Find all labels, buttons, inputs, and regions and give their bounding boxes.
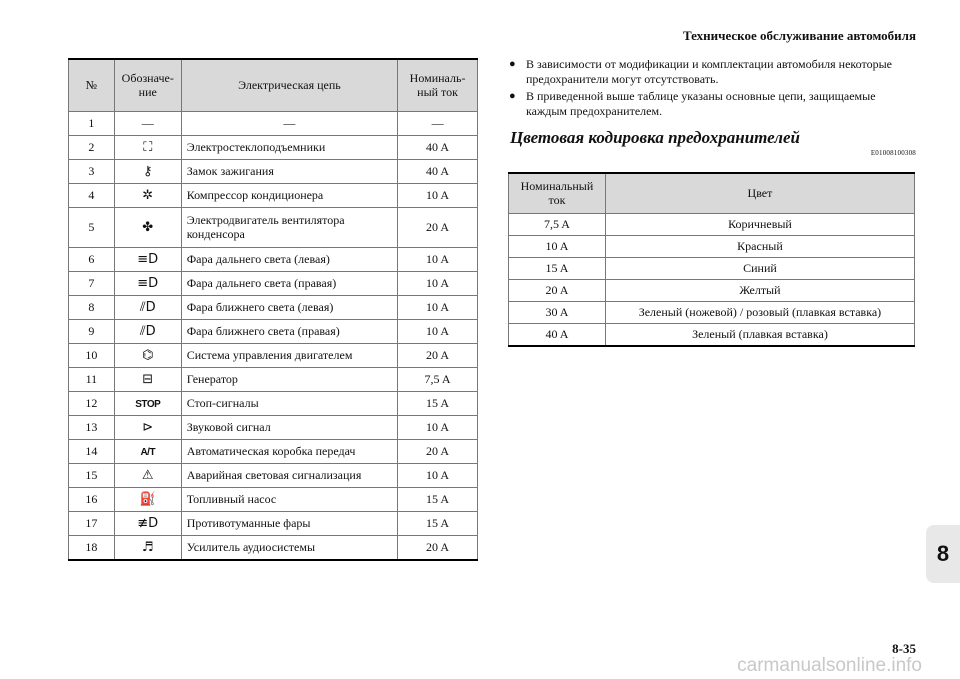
color-table-header-row (509, 173, 915, 214)
fuse-circuit: — (181, 112, 397, 136)
fuse-rating: 20 A (398, 344, 478, 368)
color-header-rating: Номинальный ток (509, 173, 606, 214)
table-row (509, 324, 915, 347)
table-row (69, 488, 478, 512)
air-conditioner-icon: ✲ (142, 188, 154, 203)
color-name: Красный (605, 236, 914, 258)
fuse-table-body (69, 112, 478, 561)
color-table-body (509, 214, 915, 347)
automatic-transmission-icon: A/T (140, 447, 156, 458)
fuse-circuit: Генератор (181, 368, 397, 392)
page-header-title: Техническое обслуживание автомобиля (682, 28, 916, 43)
power-window-icon: ⛶ (143, 140, 153, 155)
fuse-circuit: Фара ближнего света (правая) (181, 320, 397, 344)
table-row (69, 392, 478, 416)
note-text: В зависимости от модификации и комплектации автомобиля некоторые предохранители могут отсутствовать. (526, 57, 892, 86)
table-row (69, 208, 478, 248)
fuse-circuit: Топливный насос (181, 488, 397, 512)
fuse-symbol-cell (114, 512, 181, 536)
watermark: carmanualsonline.info (737, 655, 922, 676)
fuse-circuit: Фара дальнего света (левая) (181, 248, 397, 272)
page-number: 8-35 (892, 641, 916, 656)
table-row (69, 184, 478, 208)
table-row (509, 280, 915, 302)
high-beam-icon: ≡D (137, 276, 159, 291)
color-rating: 10 A (509, 236, 606, 258)
note-text: В приведенной выше таблице указаны основные цепи, защищаемые каждым предохранителем. (526, 89, 876, 118)
color-rating: 15 A (509, 258, 606, 280)
color-rating: 30 A (509, 302, 606, 324)
fan-icon: ✤ (142, 220, 154, 235)
fuse-number: 2 (69, 136, 115, 160)
note-item (508, 89, 918, 119)
notes-list (508, 57, 918, 121)
fuse-rating: 40 A (398, 136, 478, 160)
high-beam-icon: ≡D (137, 252, 159, 267)
note-item (508, 57, 918, 87)
fuse-header-num: № (69, 59, 115, 112)
fuse-circuit: Звуковой сигнал (181, 416, 397, 440)
color-name: Синий (605, 258, 914, 280)
fuse-number: 9 (69, 320, 115, 344)
fuse-symbol-cell (114, 136, 181, 160)
fuse-rating: 15 A (398, 512, 478, 536)
fuse-symbol-cell (114, 440, 181, 464)
section-title: Цветовая кодировка предохранителей (510, 128, 800, 147)
fog-light-icon: ≢D (137, 516, 159, 531)
table-row (69, 160, 478, 184)
fuse-symbol-cell (114, 208, 181, 248)
fuse-symbol-cell (114, 464, 181, 488)
fuse-circuit: Автоматическая коробка передач (181, 440, 397, 464)
table-row (69, 440, 478, 464)
table-row (69, 368, 478, 392)
fuse-rating: 10 A (398, 416, 478, 440)
fuse-circuit: Электродвигатель вентилятора конденсора (181, 208, 397, 248)
audio-icon: ♬ (141, 540, 154, 555)
fuse-number: 14 (69, 440, 115, 464)
table-row (69, 416, 478, 440)
table-row (509, 302, 915, 324)
fuse-number: 12 (69, 392, 115, 416)
fuse-rating: 7,5 A (398, 368, 478, 392)
fuse-number: 5 (69, 208, 115, 248)
fuse-number: 1 (69, 112, 115, 136)
fuse-rating: 10 A (398, 296, 478, 320)
table-row (509, 258, 915, 280)
fuse-symbol-cell (114, 344, 181, 368)
table-row (509, 236, 915, 258)
fuse-rating: 10 A (398, 248, 478, 272)
fuse-number: 3 (69, 160, 115, 184)
fuse-rating: 10 A (398, 320, 478, 344)
table-row (69, 248, 478, 272)
color-name: Зеленый (ножевой) / розовый (плавкая вставка) (605, 302, 914, 324)
low-beam-icon: ⫽D (139, 324, 156, 339)
fuse-color-table (508, 172, 915, 347)
hazard-warning-icon: ⚠ (141, 468, 154, 483)
table-row (69, 344, 478, 368)
fuel-pump-icon: ⛽ (139, 492, 156, 507)
bullet-icon: ● (509, 58, 516, 70)
fuse-rating: 20 A (398, 440, 478, 464)
table-row (69, 512, 478, 536)
fuse-circuit: Компрессор кондиционера (181, 184, 397, 208)
fuse-table (68, 58, 478, 561)
fuse-symbol-cell (114, 368, 181, 392)
color-name: Зеленый (плавкая вставка) (605, 324, 914, 347)
fuse-rating: 10 A (398, 272, 478, 296)
fuse-circuit: Система управления двигателем (181, 344, 397, 368)
bullet-icon: ● (509, 90, 516, 102)
fuse-rating: 40 A (398, 160, 478, 184)
fuse-circuit: Противотуманные фары (181, 512, 397, 536)
table-row (509, 214, 915, 236)
fuse-circuit: Аварийная световая сигнализация (181, 464, 397, 488)
fuse-circuit: Усилитель аудиосистемы (181, 536, 397, 561)
color-header-color: Цвет (605, 173, 914, 214)
fuse-header-rating: Номиналь-ный ток (398, 59, 478, 112)
fuse-symbol-cell (114, 160, 181, 184)
section-code: E01008100308 (870, 149, 916, 157)
fuse-symbol-cell (114, 536, 181, 561)
engine-icon: ⌬ (142, 348, 154, 363)
battery-icon: ⊟ (142, 372, 154, 387)
fuse-number: 17 (69, 512, 115, 536)
color-rating: 7,5 A (509, 214, 606, 236)
fuse-symbol-cell (114, 248, 181, 272)
fuse-rating: 15 A (398, 392, 478, 416)
ignition-key-icon: ⚷ (142, 164, 153, 179)
chapter-tab: 8 (926, 525, 960, 583)
dash-placeholder: — (114, 112, 181, 136)
fuse-number: 8 (69, 296, 115, 320)
low-beam-icon: ⫽D (139, 300, 156, 315)
table-row (69, 320, 478, 344)
fuse-number: 6 (69, 248, 115, 272)
fuse-number: 10 (69, 344, 115, 368)
table-row (69, 296, 478, 320)
table-row (69, 272, 478, 296)
fuse-table-header-row (69, 59, 478, 112)
horn-icon: ⊳ (142, 420, 154, 435)
fuse-number: 4 (69, 184, 115, 208)
fuse-number: 15 (69, 464, 115, 488)
stop-text-icon: STOP (135, 399, 161, 410)
fuse-circuit: Электростеклоподъемники (181, 136, 397, 160)
table-row (69, 112, 478, 136)
table-row (69, 136, 478, 160)
fuse-number: 11 (69, 368, 115, 392)
fuse-rating: 20 A (398, 208, 478, 248)
fuse-symbol-cell (114, 320, 181, 344)
fuse-symbol-cell (114, 184, 181, 208)
fuse-circuit: Замок зажигания (181, 160, 397, 184)
color-name: Коричневый (605, 214, 914, 236)
color-rating: 20 A (509, 280, 606, 302)
table-row (69, 536, 478, 561)
fuse-symbol-cell (114, 392, 181, 416)
fuse-header-symbol: Обозначе-ние (114, 59, 181, 112)
fuse-number: 7 (69, 272, 115, 296)
color-rating: 40 A (509, 324, 606, 347)
color-name: Желтый (605, 280, 914, 302)
fuse-rating: — (398, 112, 478, 136)
fuse-rating: 20 A (398, 536, 478, 561)
fuse-circuit: Фара ближнего света (левая) (181, 296, 397, 320)
fuse-rating: 15 A (398, 488, 478, 512)
fuse-symbol-cell (114, 272, 181, 296)
fuse-symbol-cell (114, 416, 181, 440)
fuse-rating: 10 A (398, 184, 478, 208)
fuse-number: 13 (69, 416, 115, 440)
table-row (69, 464, 478, 488)
fuse-rating: 10 A (398, 464, 478, 488)
fuse-symbol-cell (114, 296, 181, 320)
fuse-header-circuit: Электрическая цепь (181, 59, 397, 112)
fuse-number: 18 (69, 536, 115, 561)
fuse-circuit: Стоп-сигналы (181, 392, 397, 416)
fuse-symbol-cell (114, 488, 181, 512)
fuse-number: 16 (69, 488, 115, 512)
fuse-circuit: Фара дальнего света (правая) (181, 272, 397, 296)
